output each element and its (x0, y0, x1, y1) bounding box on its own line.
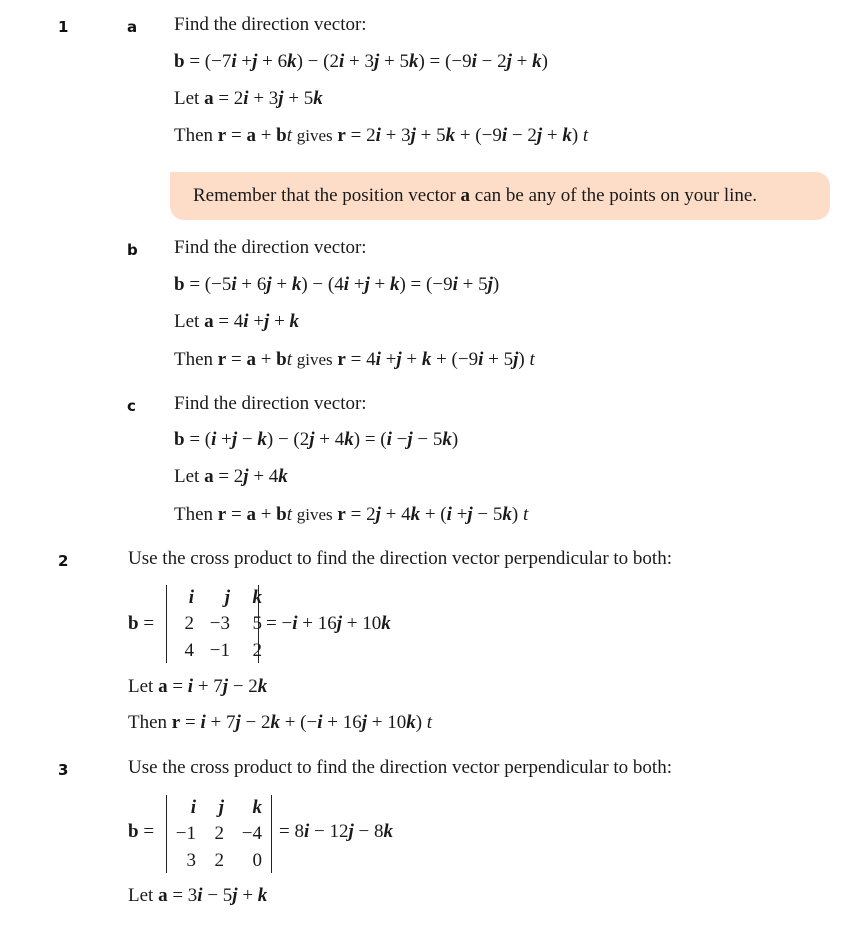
tip-text (193, 185, 757, 207)
math-expression: 2j + 4k + (i +j − 5k) t (366, 504, 529, 525)
unit-vector-j: j (513, 349, 519, 370)
determinant-entry: 3 (186, 850, 196, 871)
unit-vector-i: i (197, 885, 203, 906)
vector-symbol: r (217, 349, 227, 370)
tip-vector-symbol: a (460, 185, 471, 206)
let-text: Let (128, 676, 154, 697)
position-vector-line (128, 885, 267, 907)
unit-vector-j: j (396, 349, 402, 370)
vector-symbol: a (246, 125, 256, 146)
unit-vector-i: i (231, 51, 237, 72)
vector-symbol: r (171, 712, 181, 733)
math-expression: 3i − 5j + k (187, 885, 268, 906)
unit-vector-k: k (445, 125, 456, 146)
unit-vector-i: i (375, 125, 381, 146)
unit-vector-i: i (243, 311, 249, 332)
parameter-symbol: t (522, 504, 529, 525)
equals-sign: = (172, 885, 184, 906)
determinant (0, 795, 846, 875)
determinant-entry: 2 (214, 823, 224, 844)
unit-vector-i: i (231, 274, 237, 295)
unit-vector-j: j (410, 125, 416, 146)
vector-symbol: b (128, 821, 139, 842)
vector-symbol: b (128, 613, 139, 634)
position-vector-line (174, 88, 323, 110)
unit-vector-j: j (467, 504, 473, 525)
determinant-unit-vector: k (252, 797, 262, 818)
unit-vector-i: i (187, 676, 194, 697)
equals-sign: = (350, 349, 362, 370)
unit-vector-k: k (502, 504, 512, 525)
equals-sign: = (350, 125, 362, 146)
unit-vector-k: k (291, 274, 302, 295)
unit-vector-i: i (338, 51, 345, 72)
equals-sign: = (218, 88, 230, 109)
determinant-unit-vector: j (218, 797, 224, 818)
unit-vector-k: k (278, 466, 288, 487)
equals-sign: = (143, 613, 155, 634)
equals-sign: = (218, 311, 230, 332)
determinant-result (266, 613, 391, 635)
let-text: Let (128, 885, 154, 906)
equals-sign: = (189, 51, 201, 72)
vector-symbol: r (217, 504, 227, 525)
unit-vector-i: i (375, 349, 381, 370)
math-expression: i + 7j − 2k (187, 676, 268, 697)
then-text: Then (174, 349, 214, 370)
unit-vector-k: k (383, 821, 393, 842)
unit-vector-k: k (289, 311, 300, 332)
parameter-symbol: t (582, 125, 589, 146)
gives-text: gives (296, 350, 333, 369)
unit-vector-k: k (313, 88, 323, 109)
part-label: c (127, 397, 136, 415)
unit-vector-j: j (373, 51, 380, 72)
parameter-symbol: t (286, 125, 293, 146)
unit-vector-i: i (343, 274, 349, 295)
vector-symbol: a (246, 349, 256, 370)
tip-text-part: Remember that the position vector (193, 185, 456, 206)
equals-sign: = (350, 504, 362, 525)
tip-callout (170, 172, 830, 220)
determinant-entry: 5 (252, 613, 262, 634)
then-text: Then (128, 712, 168, 733)
unit-vector-j: j (266, 274, 272, 295)
unit-vector-i: i (211, 429, 217, 450)
unit-vector-j: j (407, 429, 413, 450)
equals-sign: = (172, 676, 184, 697)
question-number: 2 (58, 552, 69, 570)
unit-vector-k: k (287, 51, 297, 72)
unit-vector-j: j (235, 712, 241, 733)
instruction-text: Find the direction vector: (174, 393, 367, 414)
unit-vector-i: i (200, 712, 206, 733)
parameter-symbol: t (426, 712, 433, 733)
determinant-unit-vector: i (190, 797, 196, 818)
determinant-entry: −1 (209, 640, 230, 661)
unit-vector-j: j (222, 676, 229, 697)
unit-vector-j: j (364, 274, 370, 295)
determinant-unit-vector: k (252, 587, 262, 608)
unit-vector-i: i (471, 51, 477, 72)
equals-sign: = (218, 466, 230, 487)
unit-vector-j: j (336, 613, 342, 634)
vector-symbol: a (158, 676, 168, 697)
determinant-unit-vector: i (188, 587, 194, 608)
unit-vector-k: k (270, 712, 280, 733)
instruction-text: Use the cross product to find the direction vector perpendicular to both: (128, 548, 672, 569)
vector-symbol: a (158, 885, 168, 906)
plus-sign: + (260, 125, 272, 146)
vector-symbol: r (337, 349, 346, 370)
vector-symbol: b (276, 504, 287, 525)
unit-vector-i: i (446, 504, 452, 525)
equals-sign: = (189, 429, 201, 450)
then-text: Then (174, 504, 214, 525)
determinant-entry: −3 (209, 613, 230, 634)
unit-vector-i: i (478, 349, 484, 370)
gives-text: gives (296, 126, 333, 145)
let-text: Let (174, 311, 200, 332)
math-expression: 2i + 3j + 5k + (−9i − 2j + k) t (366, 125, 589, 146)
unit-vector-k: k (562, 125, 572, 146)
unit-vector-j: j (252, 51, 258, 72)
math-expression: = 8i − 12j − 8k (279, 821, 393, 842)
tip-text-part: can be any of the points on your line. (474, 185, 758, 206)
position-vector-line (174, 311, 299, 333)
question-number: 1 (58, 18, 69, 36)
unit-vector-j: j (278, 88, 284, 109)
determinant-bar-right (271, 795, 272, 873)
unit-vector-j: j (243, 466, 249, 487)
vector-symbol: r (337, 504, 346, 525)
vector-symbol: b (174, 429, 185, 450)
line-equation (174, 349, 535, 371)
determinant-entry: 2 (252, 640, 262, 661)
determinant-entry: 2 (214, 850, 224, 871)
unit-vector-j: j (536, 125, 543, 146)
vector-symbol: b (174, 51, 185, 72)
vector-symbol: a (204, 466, 214, 487)
determinant-result (279, 821, 393, 843)
unit-vector-j: j (348, 821, 354, 842)
vector-symbol: b (174, 274, 185, 295)
direction-vector-equation (174, 274, 499, 296)
let-text: Let (174, 466, 200, 487)
unit-vector-k: k (257, 885, 268, 906)
determinant-entry: −1 (175, 823, 196, 844)
vector-symbol: a (204, 311, 214, 332)
equals-sign: = (230, 125, 242, 146)
unit-vector-j: j (375, 504, 381, 525)
line-equation (174, 125, 588, 147)
unit-vector-j: j (232, 885, 238, 906)
unit-vector-k: k (421, 349, 432, 370)
determinant-entry: 2 (184, 613, 194, 634)
parameter-symbol: t (529, 349, 535, 370)
unit-vector-j: j (506, 51, 512, 72)
unit-vector-i: i (501, 125, 508, 146)
direction-vector-equation (174, 51, 548, 73)
unit-vector-j: j (309, 429, 315, 450)
equals-sign: = (189, 274, 201, 295)
determinant-bar-left (166, 795, 167, 873)
unit-vector-j: j (231, 429, 238, 450)
direction-vector-equation (174, 429, 458, 451)
vector-symbol: r (337, 125, 346, 146)
math-expression: 2i + 3j + 5k (233, 88, 323, 109)
vector-symbol: r (217, 125, 227, 146)
vector-symbol: a (204, 88, 214, 109)
unit-vector-k: k (389, 274, 400, 295)
line-equation (174, 504, 528, 526)
plus-sign: + (260, 349, 272, 370)
plus-sign: + (260, 504, 272, 525)
then-text: Then (174, 125, 214, 146)
math-expression: (−5i + 6j + k) − (4i +j + k) = (−9i + 5j) (204, 274, 500, 295)
vector-symbol: b (276, 349, 287, 370)
unit-vector-k: k (381, 613, 391, 634)
unit-vector-i: i (317, 712, 323, 733)
unit-vector-i: i (386, 429, 392, 450)
unit-vector-j: j (264, 311, 270, 332)
let-text: Let (174, 88, 200, 109)
position-vector-line (174, 466, 288, 488)
position-vector-line (128, 676, 267, 698)
equals-sign: = (143, 821, 155, 842)
question-number: 3 (58, 761, 69, 779)
parameter-symbol: t (286, 504, 293, 525)
determinant-entry: −4 (241, 823, 262, 844)
unit-vector-k: k (257, 429, 267, 450)
math-expression: (i +j − k) − (2j + 4k) = (i −j − 5k) (204, 429, 459, 450)
unit-vector-k: k (344, 429, 354, 450)
part-label: a (127, 18, 138, 36)
unit-vector-k: k (410, 504, 421, 525)
math-expression: 4i +j + k (233, 311, 300, 332)
unit-vector-k: k (408, 51, 419, 72)
unit-vector-i: i (303, 821, 310, 842)
part-label: b (127, 241, 138, 259)
determinant-entry: 4 (184, 640, 194, 661)
instruction-text: Find the direction vector: (174, 237, 367, 258)
math-expression: 4i +j + k + (−9i + 5j) t (366, 349, 535, 370)
math-expression: (−7i +j + 6k) − (2i + 3j + 5k) = (−9i − 2j + k) (204, 51, 548, 72)
equals-sign: = (230, 504, 242, 525)
unit-vector-i: i (452, 274, 458, 295)
unit-vector-k: k (532, 51, 542, 72)
unit-vector-k: k (406, 712, 416, 733)
line-equation (128, 712, 432, 734)
unit-vector-j: j (487, 274, 493, 295)
unit-vector-i: i (292, 613, 298, 634)
math-expression: = −i + 16j + 10k (266, 613, 391, 634)
determinant-entry: 0 (252, 850, 262, 871)
equals-sign: = (230, 349, 242, 370)
unit-vector-k: k (257, 676, 268, 697)
math-expression: i + 7j − 2k + (−i + 16j + 10k) t (200, 712, 433, 733)
instruction-text: Use the cross product to find the direction vector perpendicular to both: (128, 757, 672, 778)
math-expression: 2j + 4k (233, 466, 288, 487)
vector-symbol: a (246, 504, 256, 525)
unit-vector-k: k (442, 429, 452, 450)
equals-sign: = (184, 712, 196, 733)
determinant-unit-vector: j (224, 587, 230, 608)
determinant (0, 585, 846, 665)
unit-vector-i: i (243, 88, 249, 109)
vector-symbol: b (276, 125, 287, 146)
gives-text: gives (296, 505, 333, 524)
unit-vector-j: j (361, 712, 367, 733)
parameter-symbol: t (286, 349, 293, 370)
instruction-text: Find the direction vector: (174, 14, 367, 35)
